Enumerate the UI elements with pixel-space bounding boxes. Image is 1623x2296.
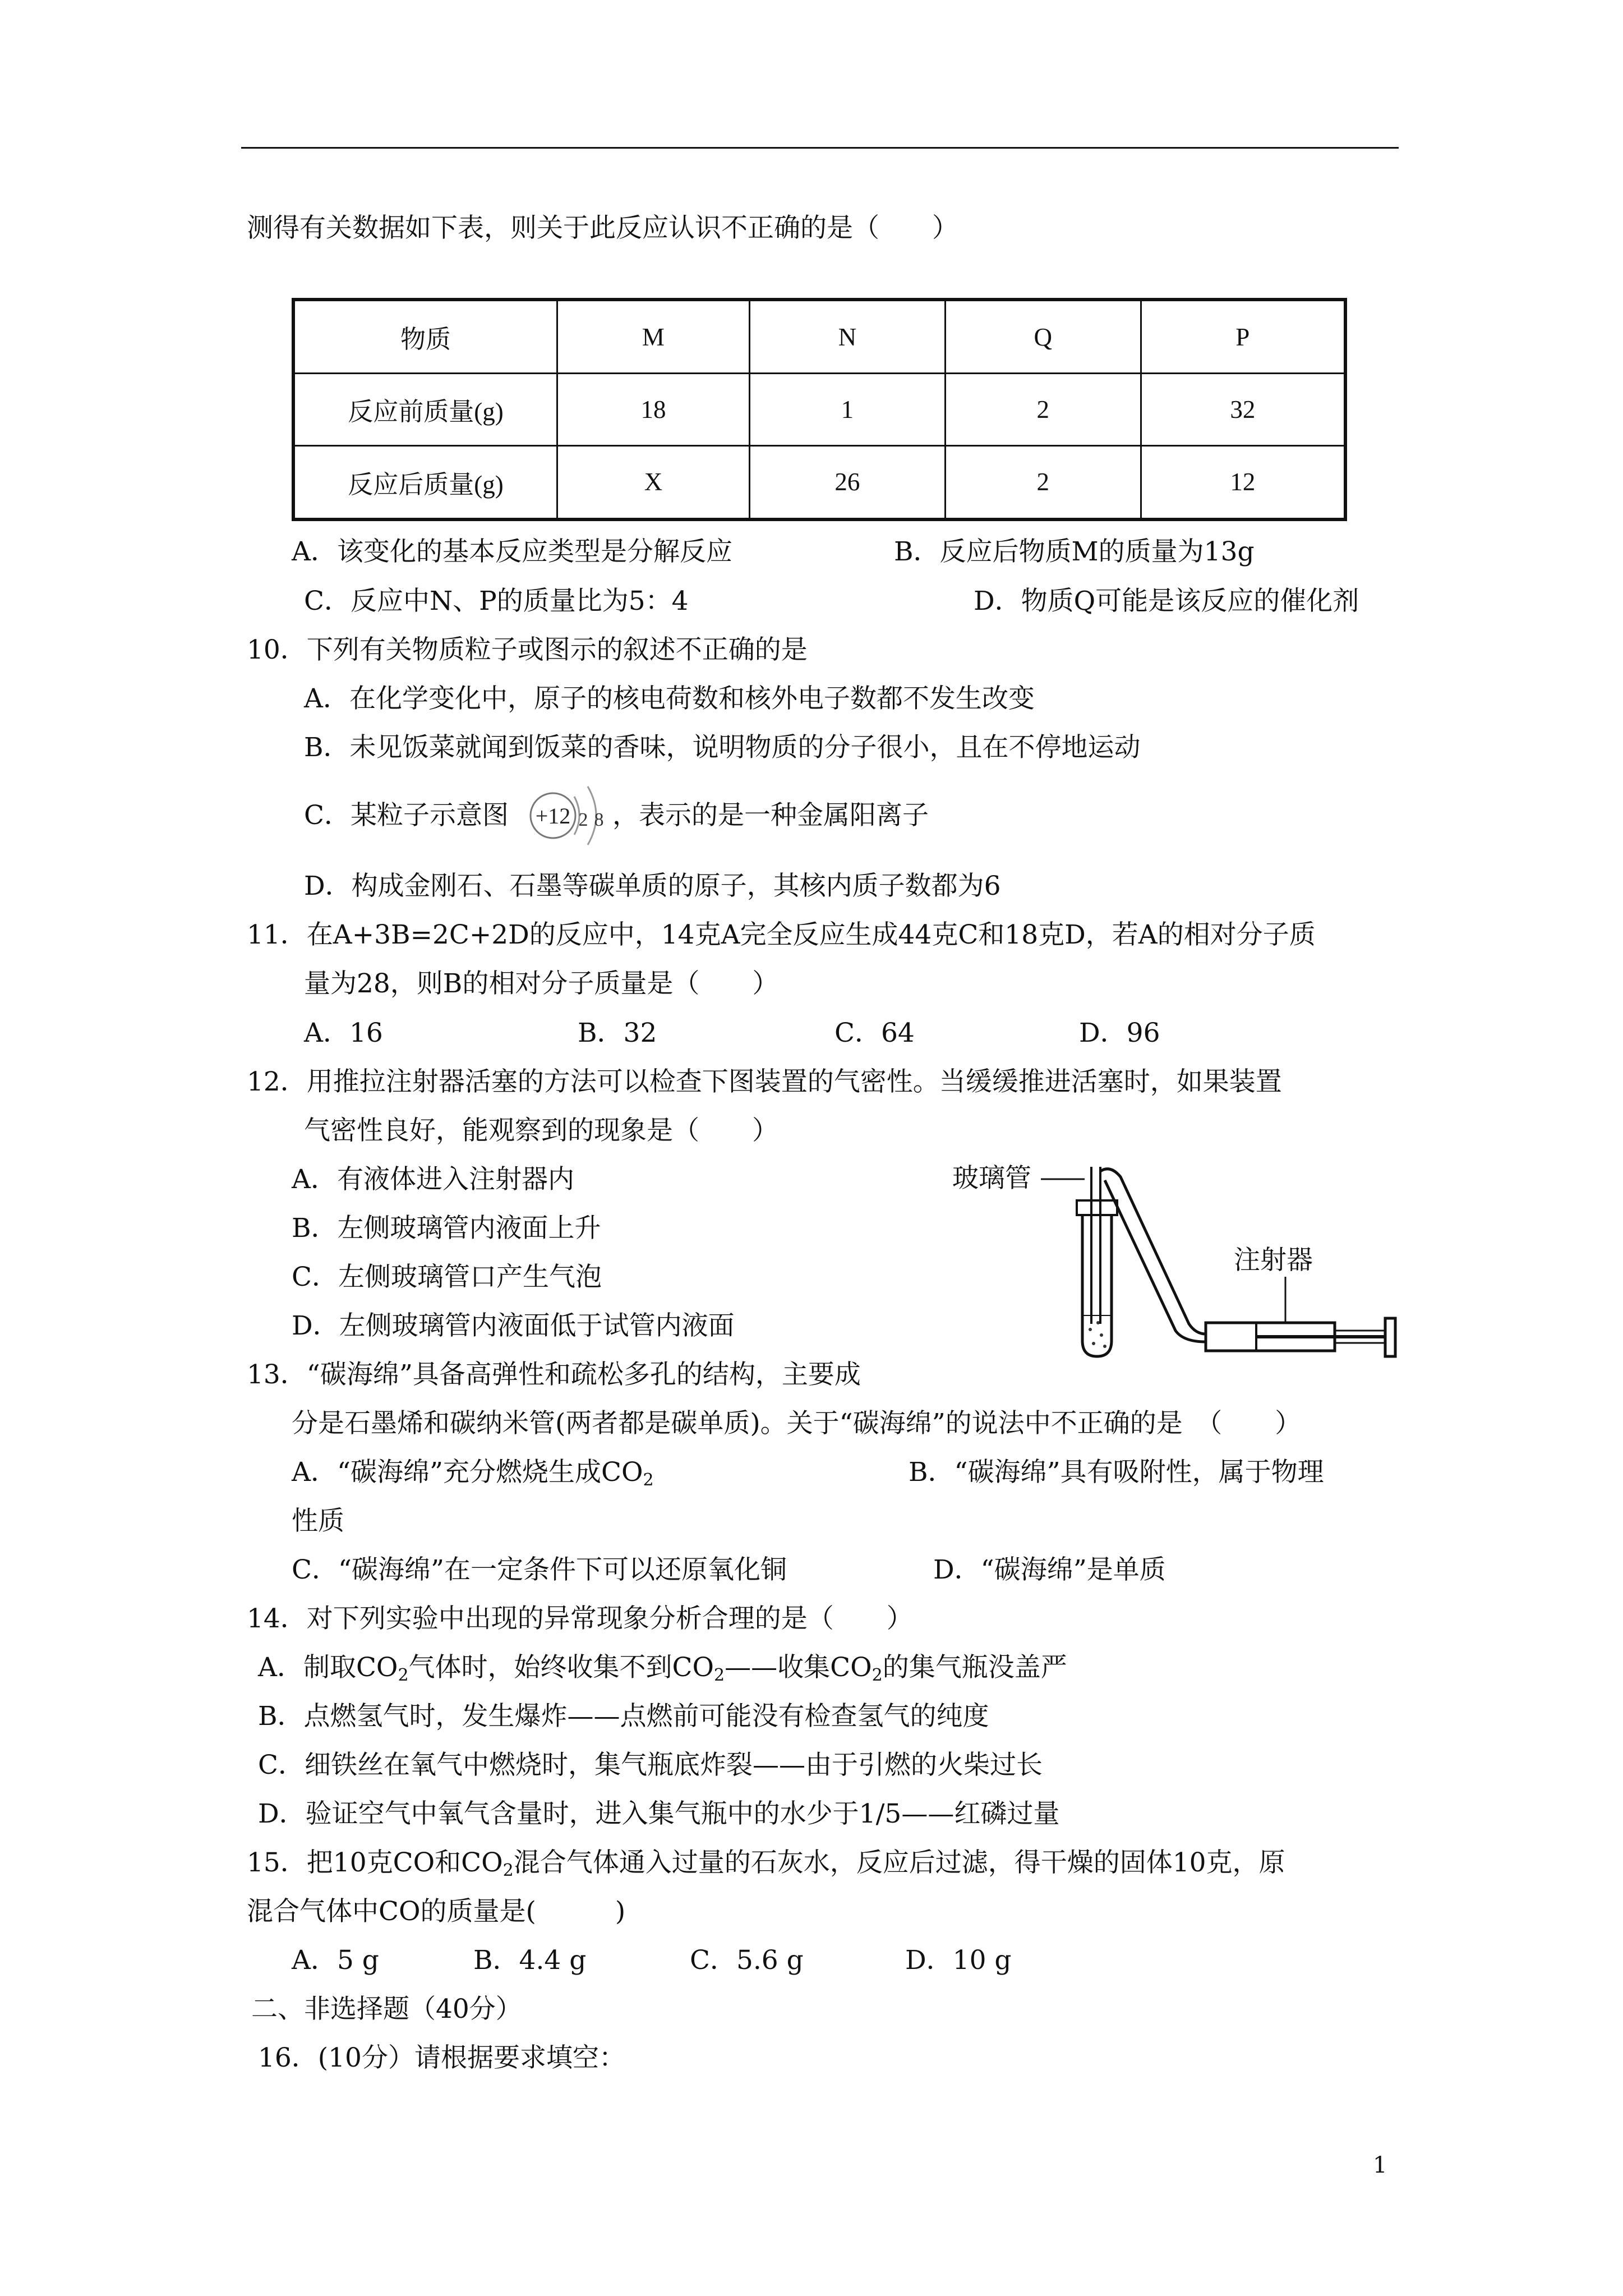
table-cell: Q [945, 300, 1141, 374]
q12-option-d: D．左侧玻璃管内液面低于试管内液面 [292, 1310, 735, 1341]
q10-option-b: B．未见饭菜就闻到饭菜的香味，说明物质的分子很小，且在不停地运动 [304, 732, 1141, 763]
table-cell: 2 [945, 445, 1141, 519]
question-14-stem: 14．对下列实验中出现的异常现象分析合理的是（ ） [247, 1603, 913, 1634]
question-13-line2: 分是石墨烯和碳纳米管(两者都是碳单质)。关于“碳海绵”的说法中不正确的是 （ ） [292, 1408, 1302, 1439]
table-cell: 32 [1141, 374, 1345, 446]
second-shell-electrons: 8 [594, 809, 604, 830]
q15-option-a: A．5 g [292, 1945, 379, 1976]
q15-option-c: C．5.6 g [690, 1945, 804, 1976]
table-cell: 18 [557, 374, 749, 446]
first-shell-electrons: 2 [578, 809, 588, 830]
q13-option-b: B．“碳海绵”具有吸附性，属于物理 [909, 1457, 1324, 1488]
syringe-label: 注射器 [1234, 1245, 1313, 1276]
q9-option-c: C．反应中N、P的质量比为5：4 [304, 586, 689, 616]
q12-option-a: A．有液体进入注射器内 [292, 1164, 574, 1195]
q9-option-a: A．该变化的基本反应类型是分解反应 [292, 536, 732, 567]
q9-option-b: B．反应后物质M的质量为13g [894, 536, 1255, 567]
q13-option-c: C．“碳海绵”在一定条件下可以还原氧化铜 [292, 1554, 787, 1585]
q14-option-d: D．验证空气中氧气含量时，进入集气瓶中的水少于1/5——红磷过量 [258, 1798, 1060, 1829]
q13-option-d: D．“碳海绵”是单质 [933, 1554, 1166, 1585]
table-cell: 反应后质量(g) [293, 445, 557, 519]
q15-option-b: B．4.4 g [473, 1945, 587, 1976]
question-12-line2: 气密性良好，能观察到的现象是（ ） [304, 1115, 778, 1146]
q11-option-a: A．16 [304, 1018, 383, 1048]
q10-option-c-suffix: ，表示的是一种金属阳离子 [612, 800, 929, 831]
q9-option-d: D．物质Q可能是该反应的催化剂 [974, 586, 1359, 616]
table-cell: 26 [749, 445, 945, 519]
glass-tube-label: 玻璃管 [952, 1163, 1031, 1194]
table-cell: 1 [749, 374, 945, 446]
table-cell: N [749, 300, 945, 374]
table-cell: 12 [1141, 445, 1345, 519]
q15-option-d: D．10 g [905, 1945, 1012, 1976]
table-cell: 2 [945, 374, 1141, 446]
question-12-line1: 12．用推拉注射器活塞的方法可以检查下图装置的气密性。当缓缓推进活塞时，如果装置 [247, 1066, 1282, 1097]
nucleus-charge: +12 [535, 803, 571, 829]
q12-option-b: B．左侧玻璃管内液面上升 [292, 1213, 601, 1244]
question-9-stem: 测得有关数据如下表，则关于此反应认识不正确的是（ ） [247, 213, 958, 243]
q14-option-a: A．制取$CO_2$气体时，始终收集不到$CO_2——$收集$CO_2$的集气瓶没盖严 [258, 1652, 1067, 1685]
question-13-line1: 13．“碳海绵”具备高弹性和疏松多孔的结构，主要成 [247, 1359, 861, 1390]
table-cell: X [557, 445, 749, 519]
q12-option-c: C．左侧玻璃管口产生气泡 [292, 1262, 602, 1292]
mass-data-table [292, 298, 1347, 521]
table-cell: P [1141, 300, 1345, 374]
q11-option-c: C．64 [834, 1018, 915, 1048]
question-11-line1: 11．在A+3B=2C+2D的反应中，14克A完全反应生成44克C和18克D，若A的相对分子质 [247, 919, 1316, 950]
q10-option-a: A．在化学变化中，原子的核电荷数和核外电子数都不发生改变 [304, 683, 1035, 714]
q11-option-b: B．32 [578, 1018, 657, 1048]
question-15-line1: 15．把10克CO和$CO_2$混合气体通入过量的石灰水，反应后过滤，得干燥的固体10克，原 [247, 1847, 1285, 1880]
table-cell: 物质 [293, 300, 557, 374]
q14-option-c: C．细铁丝在氧气中燃烧时，集气瓶底炸裂——由于引燃的火柴过长 [258, 1750, 1043, 1780]
table-row [293, 374, 1345, 446]
question-15-line2: 混合气体中CO的质量是( ) [247, 1896, 626, 1927]
header-rule [241, 147, 1399, 149]
q14-option-b: B．点燃氢气时，发生爆炸——点燃前可能没有检查氢气的纯度 [258, 1701, 989, 1732]
q13-option-a: A．“碳海绵”充分燃烧生成$CO_2$ [292, 1457, 654, 1490]
table-row [293, 445, 1345, 519]
q11-option-d: D．96 [1079, 1018, 1160, 1048]
table-cell: M [557, 300, 749, 374]
q10-option-d: D．构成金刚石、石墨等碳单质的原子，其核内质子数都为6 [304, 871, 1001, 901]
table-header-row [293, 300, 1345, 374]
section-heading: 二、非选择题（40分） [251, 1994, 522, 2024]
q10-option-c-prefix: C．某粒子示意图 [304, 800, 509, 831]
question-10-stem: 10．下列有关物质粒子或图示的叙述不正确的是 [247, 634, 808, 665]
question-11-line2: 量为28，则B的相对分子质量是（ ） [304, 968, 779, 999]
airtightness-apparatus-diagram [942, 1144, 1413, 1363]
page-number: 1 [1373, 2152, 1387, 2178]
question-16-stem: 16．(10分）请根据要求填空： [258, 2042, 625, 2073]
q13-option-b-continued: 性质 [292, 1506, 344, 1536]
table-cell: 反应前质量(g) [293, 374, 557, 446]
